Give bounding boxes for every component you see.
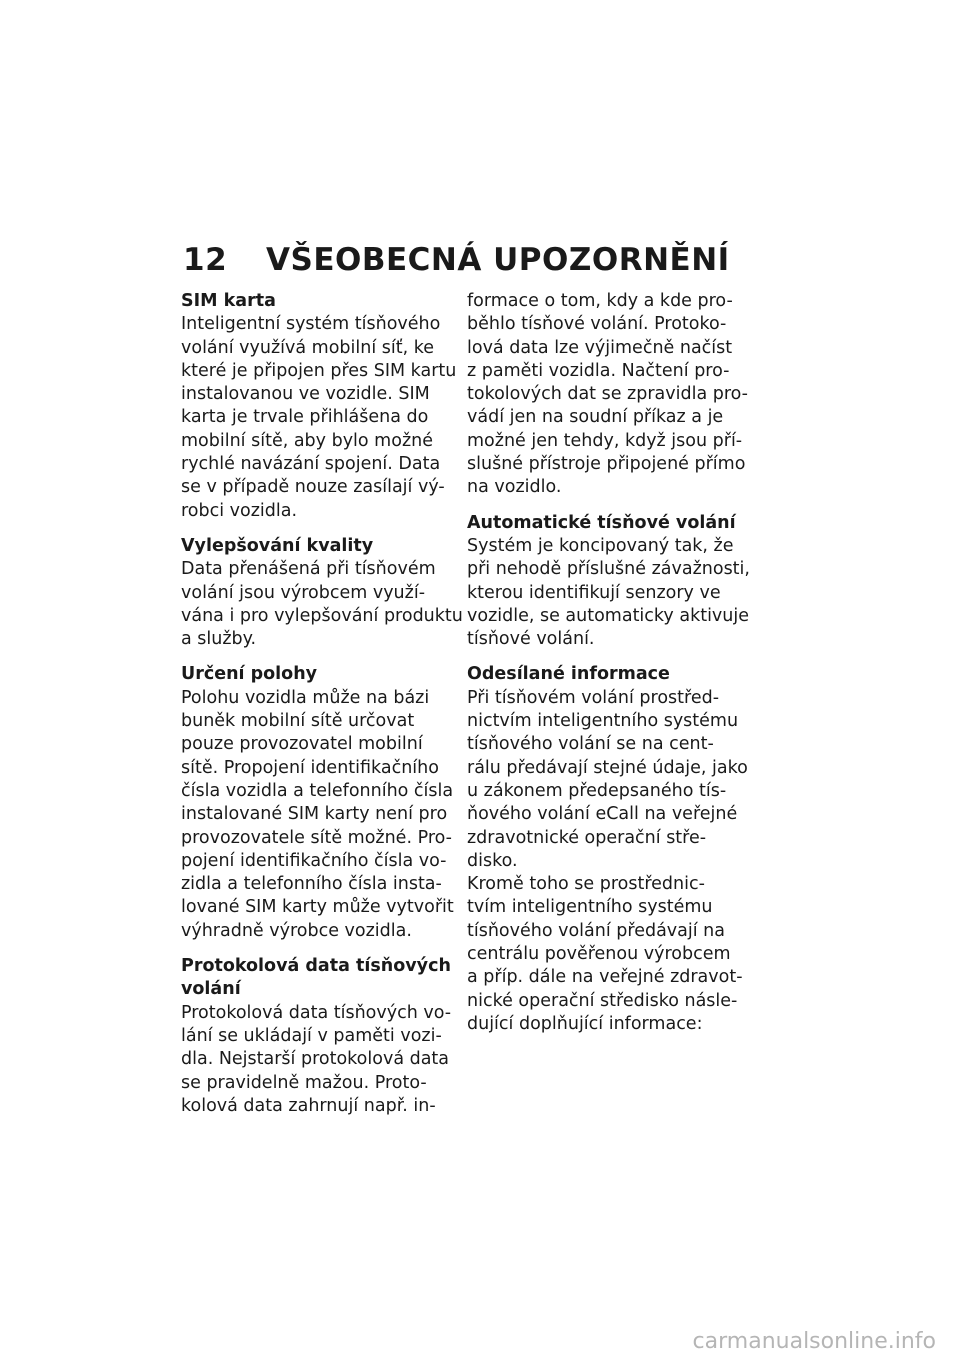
paragraph-line: nictvím inteligentního systému bbox=[467, 711, 739, 732]
watermark: carmanualsonline.info bbox=[692, 1329, 936, 1354]
paragraph-line: Polohu vozidla může na bázi bbox=[181, 687, 430, 708]
paragraph-line: tvím inteligentního systému bbox=[467, 897, 713, 918]
paragraph-line: kolová data zahrnují např. in- bbox=[181, 1095, 436, 1116]
paragraph-line: vána i pro vylepšování produktu bbox=[181, 605, 463, 626]
paragraph-line: disko. bbox=[467, 850, 518, 871]
paragraph-line: provozovatele sítě možné. Pro- bbox=[181, 827, 452, 848]
paragraph-line: z paměti vozidla. Načtení pro- bbox=[467, 360, 730, 381]
paragraph-line: nické operační středisko násle- bbox=[467, 990, 738, 1011]
paragraph-line: které je připojen přes SIM kartu bbox=[181, 360, 457, 381]
text-section bbox=[181, 290, 473, 523]
paragraph-line: vozidle, se automaticky aktivuje bbox=[467, 605, 750, 626]
section-heading: Odesílané informace bbox=[467, 664, 670, 685]
paragraph-line: na vozidlo. bbox=[467, 477, 562, 498]
paragraph-line: a příp. dále na veřejné zdravot- bbox=[467, 967, 743, 988]
paragraph-line: robci vozidla. bbox=[181, 500, 298, 521]
section-heading: SIM karta bbox=[181, 291, 276, 311]
left-text-column bbox=[181, 290, 473, 1130]
paragraph-line: možné jen tehdy, když jsou pří- bbox=[467, 430, 743, 451]
section-heading: volání bbox=[181, 979, 241, 1000]
chapter-header bbox=[183, 240, 783, 280]
paragraph-line: čísla vozidla a telefonního čísla bbox=[181, 780, 454, 801]
text-section bbox=[181, 955, 473, 1118]
paragraph-line: u zákonem předepsaného tís- bbox=[467, 780, 727, 801]
text-section bbox=[181, 663, 473, 943]
paragraph-line: karta je trvale přihlášena do bbox=[181, 407, 429, 428]
paragraph-line: běhlo tísňové volání. Protoko- bbox=[467, 314, 727, 335]
section-heading: Automatické tísňové volání bbox=[467, 512, 736, 533]
paragraph-line: kterou identifikují senzory ve bbox=[467, 582, 721, 603]
paragraph-line: Systém je koncipovaný tak, že bbox=[467, 535, 734, 556]
paragraph-line: centrálu pověřenou výrobcem bbox=[467, 944, 731, 965]
paragraph-line: Inteligentní systém tísňového bbox=[181, 314, 441, 335]
right-text-column bbox=[467, 290, 759, 1048]
paragraph-line: Kromě toho se prostřednic- bbox=[467, 874, 705, 895]
paragraph-line: dující doplňující informace: bbox=[467, 1013, 703, 1034]
paragraph-line: se v případě nouze zasílají vý- bbox=[181, 477, 445, 498]
paragraph-line: tokolových dat se zpravidla pro- bbox=[467, 384, 748, 405]
paragraph-line: volání jsou výrobcem využí- bbox=[181, 582, 426, 603]
paragraph-line: výhradně výrobce vozidla. bbox=[181, 920, 412, 941]
paragraph-line: lované SIM karty může vytvořit bbox=[181, 897, 454, 918]
paragraph-line: při nehodě příslušné závažnosti, bbox=[467, 559, 750, 580]
paragraph-line: tísňového volání se na cent- bbox=[467, 734, 714, 755]
paragraph-line: tísňové volání. bbox=[467, 629, 595, 650]
paragraph-line: sítě. Propojení identifikačního bbox=[181, 757, 439, 778]
paragraph-line: se pravidelně mažou. Proto- bbox=[181, 1072, 427, 1093]
paragraph-line: pouze provozovatel mobilní bbox=[181, 734, 423, 755]
paragraph-line: ňového volání eCall na veřejné bbox=[467, 804, 738, 825]
paragraph-line: instalovanou ve vozidle. SIM bbox=[181, 384, 430, 405]
paragraph-line: zdravotnické operační stře- bbox=[467, 827, 707, 848]
section-heading: Protokolová data tísňových bbox=[181, 956, 451, 977]
chapter-title: VŠEOBECNÁ UPOZORNĚNÍ bbox=[266, 242, 730, 278]
paragraph-line: lání se ukládají v paměti vozi- bbox=[181, 1025, 442, 1046]
paragraph-line: formace o tom, kdy a kde pro- bbox=[467, 291, 733, 311]
paragraph-line: rychlé navázání spojení. Data bbox=[181, 454, 441, 475]
paragraph-line: volání využívá mobilní síť, ke bbox=[181, 337, 435, 358]
paragraph-line: Data přenášená při tísňovém bbox=[181, 559, 436, 580]
paragraph-line: Protokolová data tísňových vo- bbox=[181, 1002, 452, 1023]
section-heading: Vylepšování kvality bbox=[181, 535, 374, 556]
paragraph-line: rálu předávají stejné údaje, jako bbox=[467, 757, 748, 778]
paragraph-line: slušné přístroje připojené přímo bbox=[467, 454, 746, 475]
text-section bbox=[467, 663, 759, 1036]
chapter-number: 12 bbox=[183, 242, 228, 278]
paragraph-line: dla. Nejstarší protokolová data bbox=[181, 1049, 450, 1070]
paragraph-line: lová data lze výjimečně načíst bbox=[467, 337, 733, 358]
section-heading: Určení polohy bbox=[181, 664, 318, 685]
paragraph-line: zidla a telefonního čísla insta- bbox=[181, 874, 442, 895]
paragraph-line: vádí jen na soudní příkaz a je bbox=[467, 407, 724, 428]
paragraph-line: pojení identifikačního čísla vo- bbox=[181, 850, 447, 871]
paragraph-line: Při tísňovém volání prostřed- bbox=[467, 687, 720, 708]
paragraph-line: instalované SIM karty není pro bbox=[181, 804, 448, 825]
paragraph-line: mobilní sítě, aby bylo možné bbox=[181, 430, 433, 451]
paragraph-line: a služby. bbox=[181, 629, 257, 650]
text-section bbox=[181, 535, 473, 651]
text-section bbox=[467, 512, 759, 652]
paragraph-line: tísňového volání předávají na bbox=[467, 920, 725, 941]
text-section bbox=[467, 290, 759, 500]
paragraph-line: buněk mobilní sítě určovat bbox=[181, 711, 415, 732]
